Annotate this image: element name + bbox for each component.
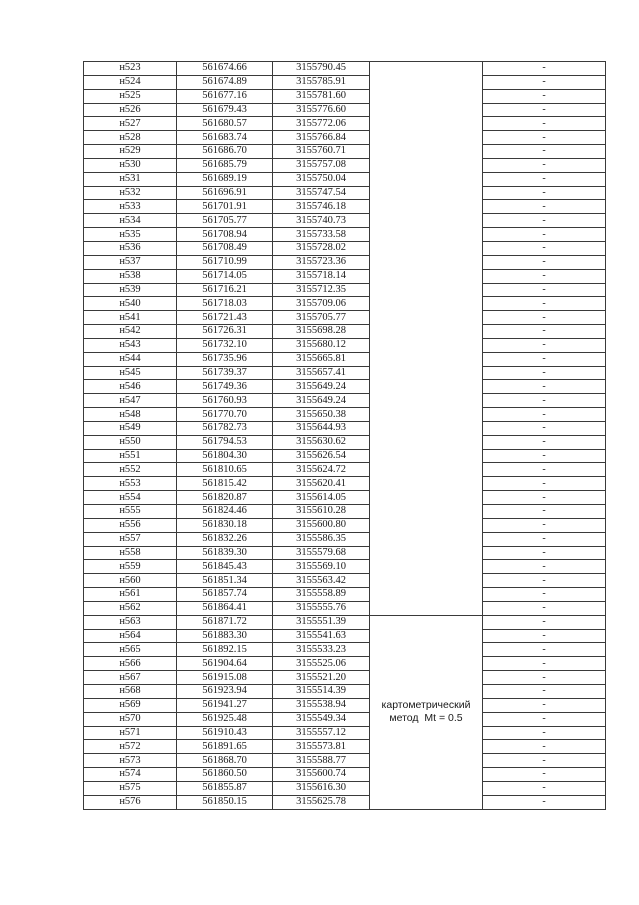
- point-number-cell: н536: [84, 241, 177, 255]
- point-number-cell: н530: [84, 158, 177, 172]
- note-cell: -: [483, 380, 606, 394]
- point-number-cell: н560: [84, 574, 177, 588]
- point-number-cell: н561: [84, 588, 177, 602]
- y-coordinate-cell: 3155558.89: [273, 588, 370, 602]
- table-row: [84, 740, 606, 754]
- note-cell: -: [483, 588, 606, 602]
- y-coordinate-cell: 3155521.20: [273, 671, 370, 685]
- point-number-cell: н539: [84, 283, 177, 297]
- y-coordinate-cell: 3155600.74: [273, 768, 370, 782]
- table-row: [84, 394, 606, 408]
- y-coordinate-cell: 3155718.14: [273, 269, 370, 283]
- point-number-cell: н540: [84, 297, 177, 311]
- y-coordinate-cell: 3155712.35: [273, 283, 370, 297]
- note-cell: -: [483, 311, 606, 325]
- point-number-cell: н550: [84, 435, 177, 449]
- coordinates-table-body: [84, 62, 606, 810]
- y-coordinate-cell: 3155733.58: [273, 228, 370, 242]
- x-coordinate-cell: 561925.48: [177, 712, 273, 726]
- point-number-cell: н558: [84, 546, 177, 560]
- table-row: [84, 186, 606, 200]
- point-number-cell: н566: [84, 657, 177, 671]
- point-number-cell: н569: [84, 698, 177, 712]
- y-coordinate-cell: 3155563.42: [273, 574, 370, 588]
- x-coordinate-cell: 561726.31: [177, 325, 273, 339]
- table-row: [84, 643, 606, 657]
- x-coordinate-cell: 561705.77: [177, 214, 273, 228]
- note-cell: -: [483, 491, 606, 505]
- note-cell: -: [483, 338, 606, 352]
- point-number-cell: н534: [84, 214, 177, 228]
- y-coordinate-cell: 3155624.72: [273, 463, 370, 477]
- method-label-line1: картометрический: [381, 699, 471, 712]
- table-row: [84, 435, 606, 449]
- table-row: [84, 338, 606, 352]
- point-number-cell: н570: [84, 712, 177, 726]
- table-row: [84, 325, 606, 339]
- point-number-cell: н544: [84, 352, 177, 366]
- note-cell: -: [483, 671, 606, 685]
- note-cell: -: [483, 269, 606, 283]
- note-cell: -: [483, 394, 606, 408]
- table-row: [84, 712, 606, 726]
- note-cell: -: [483, 601, 606, 615]
- y-coordinate-cell: 3155644.93: [273, 421, 370, 435]
- x-coordinate-cell: 561883.30: [177, 629, 273, 643]
- y-coordinate-cell: 3155573.81: [273, 740, 370, 754]
- y-coordinate-cell: 3155680.12: [273, 338, 370, 352]
- point-number-cell: н559: [84, 560, 177, 574]
- y-coordinate-cell: 3155569.10: [273, 560, 370, 574]
- point-number-cell: н574: [84, 768, 177, 782]
- x-coordinate-cell: 561770.70: [177, 408, 273, 422]
- note-cell: -: [483, 698, 606, 712]
- y-coordinate-cell: 3155760.71: [273, 145, 370, 159]
- y-coordinate-cell: 3155625.78: [273, 795, 370, 809]
- table-row: [84, 546, 606, 560]
- x-coordinate-cell: 561739.37: [177, 366, 273, 380]
- note-cell: -: [483, 421, 606, 435]
- table-row: [84, 228, 606, 242]
- note-cell: -: [483, 795, 606, 809]
- y-coordinate-cell: 3155757.08: [273, 158, 370, 172]
- table-row: [84, 532, 606, 546]
- point-number-cell: н541: [84, 311, 177, 325]
- x-coordinate-cell: 561904.64: [177, 657, 273, 671]
- point-number-cell: н548: [84, 408, 177, 422]
- point-number-cell: н533: [84, 200, 177, 214]
- y-coordinate-cell: 3155533.23: [273, 643, 370, 657]
- point-number-cell: н556: [84, 518, 177, 532]
- table-row: [84, 657, 606, 671]
- note-cell: -: [483, 684, 606, 698]
- y-coordinate-cell: 3155614.05: [273, 491, 370, 505]
- y-coordinate-cell: 3155665.81: [273, 352, 370, 366]
- point-number-cell: н565: [84, 643, 177, 657]
- note-cell: -: [483, 283, 606, 297]
- y-coordinate-cell: 3155781.60: [273, 89, 370, 103]
- y-coordinate-cell: 3155709.06: [273, 297, 370, 311]
- y-coordinate-cell: 3155657.41: [273, 366, 370, 380]
- y-coordinate-cell: 3155610.28: [273, 505, 370, 519]
- table-row: [84, 366, 606, 380]
- note-cell: -: [483, 214, 606, 228]
- point-number-cell: н527: [84, 117, 177, 131]
- x-coordinate-cell: 561794.53: [177, 435, 273, 449]
- y-coordinate-cell: 3155728.02: [273, 241, 370, 255]
- x-coordinate-cell: 561923.94: [177, 684, 273, 698]
- note-cell: -: [483, 241, 606, 255]
- note-cell: -: [483, 532, 606, 546]
- point-number-cell: н557: [84, 532, 177, 546]
- x-coordinate-cell: 561871.72: [177, 615, 273, 629]
- table-row: [84, 408, 606, 422]
- table-row: [84, 505, 606, 519]
- note-cell: -: [483, 629, 606, 643]
- note-cell: -: [483, 754, 606, 768]
- x-coordinate-cell: 561891.65: [177, 740, 273, 754]
- point-number-cell: н564: [84, 629, 177, 643]
- table-row: [84, 588, 606, 602]
- table-row: [84, 754, 606, 768]
- point-number-cell: н531: [84, 172, 177, 186]
- y-coordinate-cell: 3155698.28: [273, 325, 370, 339]
- point-number-cell: н571: [84, 726, 177, 740]
- y-coordinate-cell: 3155747.54: [273, 186, 370, 200]
- table-row: [84, 297, 606, 311]
- table-row: [84, 89, 606, 103]
- y-coordinate-cell: 3155776.60: [273, 103, 370, 117]
- y-coordinate-cell: 3155588.77: [273, 754, 370, 768]
- point-number-cell: н555: [84, 505, 177, 519]
- note-cell: -: [483, 62, 606, 76]
- note-cell: -: [483, 712, 606, 726]
- note-cell: -: [483, 574, 606, 588]
- y-coordinate-cell: 3155772.06: [273, 117, 370, 131]
- x-coordinate-cell: 561832.26: [177, 532, 273, 546]
- note-cell: -: [483, 158, 606, 172]
- x-coordinate-cell: 561860.50: [177, 768, 273, 782]
- coordinates-table: [83, 61, 606, 810]
- table-row: [84, 601, 606, 615]
- point-number-cell: н523: [84, 62, 177, 76]
- y-coordinate-cell: 3155649.24: [273, 380, 370, 394]
- x-coordinate-cell: 561683.74: [177, 131, 273, 145]
- note-cell: -: [483, 615, 606, 629]
- x-coordinate-cell: 561710.99: [177, 255, 273, 269]
- table-row: [84, 241, 606, 255]
- x-coordinate-cell: 561839.30: [177, 546, 273, 560]
- table-row: [84, 781, 606, 795]
- point-number-cell: н542: [84, 325, 177, 339]
- point-number-cell: н532: [84, 186, 177, 200]
- x-coordinate-cell: 561735.96: [177, 352, 273, 366]
- table-row: [84, 158, 606, 172]
- y-coordinate-cell: 3155705.77: [273, 311, 370, 325]
- method-cell-lower: [370, 615, 483, 809]
- point-number-cell: н552: [84, 463, 177, 477]
- x-coordinate-cell: 561696.91: [177, 186, 273, 200]
- x-coordinate-cell: 561810.65: [177, 463, 273, 477]
- y-coordinate-cell: 3155723.36: [273, 255, 370, 269]
- table-row: [84, 311, 606, 325]
- x-coordinate-cell: 561820.87: [177, 491, 273, 505]
- x-coordinate-cell: 561915.08: [177, 671, 273, 685]
- point-number-cell: н562: [84, 601, 177, 615]
- point-number-cell: н575: [84, 781, 177, 795]
- y-coordinate-cell: 3155626.54: [273, 449, 370, 463]
- point-number-cell: н568: [84, 684, 177, 698]
- table-row: [84, 477, 606, 491]
- point-number-cell: н563: [84, 615, 177, 629]
- y-coordinate-cell: 3155514.39: [273, 684, 370, 698]
- table-row: [84, 380, 606, 394]
- x-coordinate-cell: 561686.70: [177, 145, 273, 159]
- x-coordinate-cell: 561760.93: [177, 394, 273, 408]
- note-cell: -: [483, 228, 606, 242]
- y-coordinate-cell: 3155586.35: [273, 532, 370, 546]
- table-row: [84, 795, 606, 809]
- y-coordinate-cell: 3155649.24: [273, 394, 370, 408]
- table-row: [84, 172, 606, 186]
- table-row: [84, 698, 606, 712]
- x-coordinate-cell: 561718.03: [177, 297, 273, 311]
- point-number-cell: н529: [84, 145, 177, 159]
- note-cell: -: [483, 75, 606, 89]
- note-cell: -: [483, 131, 606, 145]
- point-number-cell: н547: [84, 394, 177, 408]
- x-coordinate-cell: 561851.34: [177, 574, 273, 588]
- y-coordinate-cell: 3155630.62: [273, 435, 370, 449]
- note-cell: -: [483, 186, 606, 200]
- x-coordinate-cell: 561677.16: [177, 89, 273, 103]
- y-coordinate-cell: 3155616.30: [273, 781, 370, 795]
- note-cell: -: [483, 89, 606, 103]
- y-coordinate-cell: 3155620.41: [273, 477, 370, 491]
- y-coordinate-cell: 3155579.68: [273, 546, 370, 560]
- y-coordinate-cell: 3155551.39: [273, 615, 370, 629]
- x-coordinate-cell: 561714.05: [177, 269, 273, 283]
- table-row: [84, 768, 606, 782]
- y-coordinate-cell: 3155740.73: [273, 214, 370, 228]
- y-coordinate-cell: 3155785.91: [273, 75, 370, 89]
- note-cell: -: [483, 463, 606, 477]
- y-coordinate-cell: 3155750.04: [273, 172, 370, 186]
- y-coordinate-cell: 3155557.12: [273, 726, 370, 740]
- y-coordinate-cell: 3155555.76: [273, 601, 370, 615]
- table-row: [84, 449, 606, 463]
- note-cell: -: [483, 726, 606, 740]
- table-row: [84, 103, 606, 117]
- point-number-cell: н549: [84, 421, 177, 435]
- method-label-line2: метод Mt = 0.5: [389, 712, 463, 725]
- note-cell: -: [483, 505, 606, 519]
- note-cell: -: [483, 297, 606, 311]
- table-row: [84, 200, 606, 214]
- table-row: [84, 117, 606, 131]
- x-coordinate-cell: 561845.43: [177, 560, 273, 574]
- x-coordinate-cell: 561857.74: [177, 588, 273, 602]
- note-cell: -: [483, 740, 606, 754]
- table-row: [84, 62, 606, 76]
- table-row: [84, 283, 606, 297]
- table-row: [84, 684, 606, 698]
- note-cell: -: [483, 781, 606, 795]
- note-cell: -: [483, 325, 606, 339]
- y-coordinate-cell: 3155525.06: [273, 657, 370, 671]
- x-coordinate-cell: 561855.87: [177, 781, 273, 795]
- x-coordinate-cell: 561830.18: [177, 518, 273, 532]
- note-cell: -: [483, 103, 606, 117]
- note-cell: -: [483, 560, 606, 574]
- point-number-cell: н554: [84, 491, 177, 505]
- point-number-cell: н576: [84, 795, 177, 809]
- x-coordinate-cell: 561732.10: [177, 338, 273, 352]
- x-coordinate-cell: 561689.19: [177, 172, 273, 186]
- table-row: [84, 255, 606, 269]
- table-row: [84, 615, 606, 629]
- x-coordinate-cell: 561701.91: [177, 200, 273, 214]
- x-coordinate-cell: 561782.73: [177, 421, 273, 435]
- x-coordinate-cell: 561749.36: [177, 380, 273, 394]
- x-coordinate-cell: 561941.27: [177, 698, 273, 712]
- x-coordinate-cell: 561892.15: [177, 643, 273, 657]
- x-coordinate-cell: 561804.30: [177, 449, 273, 463]
- point-number-cell: н567: [84, 671, 177, 685]
- x-coordinate-cell: 561868.70: [177, 754, 273, 768]
- x-coordinate-cell: 561679.43: [177, 103, 273, 117]
- note-cell: -: [483, 408, 606, 422]
- x-coordinate-cell: 561680.57: [177, 117, 273, 131]
- y-coordinate-cell: 3155541.63: [273, 629, 370, 643]
- table-row: [84, 463, 606, 477]
- x-coordinate-cell: 561721.43: [177, 311, 273, 325]
- y-coordinate-cell: 3155766.84: [273, 131, 370, 145]
- table-row: [84, 352, 606, 366]
- y-coordinate-cell: 3155790.45: [273, 62, 370, 76]
- table-row: [84, 421, 606, 435]
- table-row: [84, 214, 606, 228]
- note-cell: -: [483, 255, 606, 269]
- note-cell: -: [483, 643, 606, 657]
- note-cell: -: [483, 366, 606, 380]
- table-row: [84, 269, 606, 283]
- point-number-cell: н551: [84, 449, 177, 463]
- table-row: [84, 574, 606, 588]
- point-number-cell: н525: [84, 89, 177, 103]
- x-coordinate-cell: 561910.43: [177, 726, 273, 740]
- note-cell: -: [483, 518, 606, 532]
- note-cell: -: [483, 352, 606, 366]
- table-row: [84, 491, 606, 505]
- point-number-cell: н528: [84, 131, 177, 145]
- point-number-cell: н537: [84, 255, 177, 269]
- note-cell: -: [483, 117, 606, 131]
- table-row: [84, 726, 606, 740]
- point-number-cell: н545: [84, 366, 177, 380]
- y-coordinate-cell: 3155549.34: [273, 712, 370, 726]
- x-coordinate-cell: 561708.94: [177, 228, 273, 242]
- x-coordinate-cell: 561824.46: [177, 505, 273, 519]
- note-cell: -: [483, 435, 606, 449]
- table-row: [84, 131, 606, 145]
- y-coordinate-cell: 3155650.38: [273, 408, 370, 422]
- note-cell: -: [483, 145, 606, 159]
- x-coordinate-cell: 561685.79: [177, 158, 273, 172]
- x-coordinate-cell: 561708.49: [177, 241, 273, 255]
- x-coordinate-cell: 561716.21: [177, 283, 273, 297]
- point-number-cell: н538: [84, 269, 177, 283]
- point-number-cell: н543: [84, 338, 177, 352]
- table-row: [84, 518, 606, 532]
- x-coordinate-cell: 561815.42: [177, 477, 273, 491]
- point-number-cell: н524: [84, 75, 177, 89]
- table-row: [84, 560, 606, 574]
- note-cell: -: [483, 657, 606, 671]
- point-number-cell: н546: [84, 380, 177, 394]
- x-coordinate-cell: 561674.66: [177, 62, 273, 76]
- table-row: [84, 145, 606, 159]
- x-coordinate-cell: 561864.41: [177, 601, 273, 615]
- point-number-cell: н553: [84, 477, 177, 491]
- y-coordinate-cell: 3155600.80: [273, 518, 370, 532]
- table-row: [84, 75, 606, 89]
- note-cell: -: [483, 449, 606, 463]
- x-coordinate-cell: 561674.89: [177, 75, 273, 89]
- y-coordinate-cell: 3155538.94: [273, 698, 370, 712]
- table-row: [84, 629, 606, 643]
- note-cell: -: [483, 768, 606, 782]
- point-number-cell: н573: [84, 754, 177, 768]
- note-cell: -: [483, 200, 606, 214]
- table-row: [84, 671, 606, 685]
- point-number-cell: н526: [84, 103, 177, 117]
- method-cell-upper: [370, 62, 483, 616]
- point-number-cell: н572: [84, 740, 177, 754]
- y-coordinate-cell: 3155746.18: [273, 200, 370, 214]
- note-cell: -: [483, 477, 606, 491]
- note-cell: -: [483, 172, 606, 186]
- note-cell: -: [483, 546, 606, 560]
- point-number-cell: н535: [84, 228, 177, 242]
- x-coordinate-cell: 561850.15: [177, 795, 273, 809]
